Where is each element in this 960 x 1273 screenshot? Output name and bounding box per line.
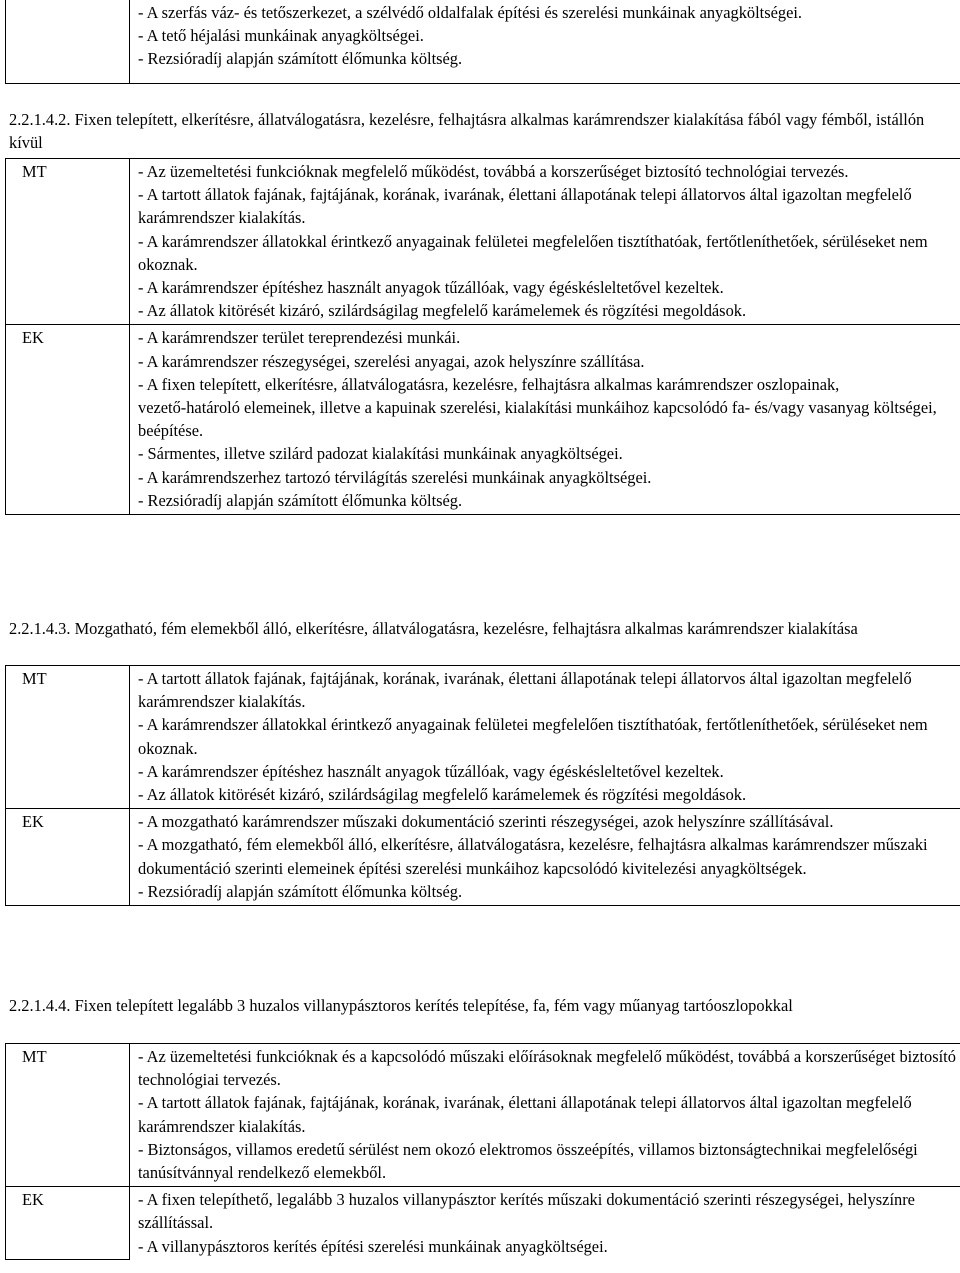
mt-label: MT <box>6 159 130 325</box>
code-cell <box>6 0 130 84</box>
list-item: - A tartott állatok fajának, fajtájának, korának, ivarának, élettani állapotának telepi állatorvos által igazoltan megfelelő karámrendszer kialakítás. <box>138 669 912 712</box>
list-item: - Az állatok kitörését kizáró, szilárdságilag megfelelő karámelemek és rögzítési megoldások. <box>138 301 747 321</box>
ek-label: EK <box>6 809 130 906</box>
mt-label: MT <box>6 666 130 809</box>
requirements-table-2-2-1-4-2 <box>5 158 960 515</box>
ek-items <box>130 325 960 515</box>
list-item: - Az üzemeltetési funkcióknak és a kapcsolódó műszaki előírásoknak megfelelő működést, továbbá a korszerűséget biztosító technológiai tervezés. <box>138 1047 956 1090</box>
list-item: - A karámrendszer állatokkal érintkező anyagainak felületei megfelelően tisztíthatóak, fertőtleníthetőek, sérüléseket nem okoznak. <box>138 715 928 758</box>
ek-label: EK <box>6 325 130 515</box>
list-item: - Rezsióradíj alapján számított élőmunka költség. <box>138 49 463 69</box>
list-item: vezető-határoló elemeinek, illetve a kapuinak szerelési, kialakítási munkáihoz kapcsolódó fa- és/vagy vasanyag költségei, beépítése. <box>138 398 937 441</box>
list-item: - A karámrendszer építéshez használt anyagok tűzállóak, vagy égéskésleltetővel kezeltek. <box>138 278 724 298</box>
list-item: - Rezsióradíj alapján számított élőmunka költség. <box>138 490 463 510</box>
list-item: - Biztonságos, villamos eredetű sérülést nem okozó elektromos összeépítés, villamos biztonságtechnikai megfelelőségi tanúsítvánnyal rendelkező elemekből. <box>138 1139 918 1183</box>
mt-items <box>130 159 960 325</box>
mt-label: MT <box>6 1044 130 1187</box>
list-item: - A karámrendszer terület tereprendezési munkái. <box>138 328 461 348</box>
list-item: - A mozgatható karámrendszer műszaki dokumentáció szerinti részegységei, azok helyszínre szállításával. <box>138 812 834 832</box>
list-item: - A karámrendszer építéshez használt anyagok tűzállóak, vagy égéskésleltetővel kezeltek. <box>138 761 724 781</box>
requirements-table-2-2-1-4-3 <box>5 665 960 906</box>
items-cell <box>130 0 960 84</box>
mt-items <box>130 1044 960 1187</box>
list-item: - Rezsióradíj alapján számított élőmunka költség. <box>138 881 463 901</box>
list-item: - A karámrendszer állatokkal érintkező anyagainak felületei megfelelően tisztíthatóak, fertőtleníthetőek, sérüléseket nem okoznak. <box>138 231 928 274</box>
requirements-table-top <box>5 0 960 84</box>
list-item: - A mozgatható, fém elemekből álló, elkerítésre, állatválogatásra, kezelésre, felhajtásra alkalmas karámrendszer műszaki dokumentáció szerinti elemeinek építési szerelési munkáihoz kapcsolódó kivitelezési anyagköltségek. <box>138 835 928 878</box>
list-item: - A tartott állatok fajának, fajtájának, korának, ivarának, élettani állapotának telepi állatorvos által igazoltan megfelelő karámrendszer kialakítás. <box>138 185 912 228</box>
section-heading-2-2-1-4-2: 2.2.1.4.2. Fixen telepített, elkerítésre, állatválogatásra, kezelésre, felhajtásra alkalmas karámrendszer kialakítása fából vagy fémből, istállón kívül <box>9 110 925 152</box>
table-row-ek <box>6 1187 960 1260</box>
table-row <box>6 0 960 84</box>
ek-items <box>130 1187 960 1260</box>
ek-items <box>130 809 960 906</box>
ek-label: EK <box>6 1187 130 1260</box>
table-row-ek <box>6 325 960 515</box>
list-item: - Az üzemeltetési funkcióknak megfelelő működést, továbbá a korszerűséget biztosító technológiai tervezés. <box>138 162 849 181</box>
list-item: - A fixen telepített, elkerítésre, állatválogatásra, kezelésre, felhajtásra alkalmas karámrendszer oszlopainak, <box>138 374 840 394</box>
list-item: - A fixen telepíthető, legalább 3 huzalos villanypásztor kerítés műszaki dokumentáció szerinti részegységei, helyszínre szállítással. <box>138 1190 915 1233</box>
list-item: - A villanypásztoros kerítés építési szerelési munkáinak anyagköltségei. <box>138 1236 608 1256</box>
table-row-mt <box>6 666 960 809</box>
list-item: - Az állatok kitörését kizáró, szilárdságilag megfelelő karámelemek és rögzítési megoldások. <box>138 785 747 805</box>
table-row-ek <box>6 809 960 906</box>
list-item: - Sármentes, illetve szilárd padozat kialakítási munkáinak anyagköltségei. <box>138 444 623 464</box>
table-row-mt <box>6 159 960 325</box>
list-item: - A tető héjalási munkáinak anyagköltségei. <box>138 26 424 46</box>
section-heading-2-2-1-4-3: 2.2.1.4.3. Mozgatható, fém elemekből álló, elkerítésre, állatválogatásra, kezelésre, felhajtásra alkalmas karámrendszer kialakítása <box>9 619 858 638</box>
section-heading-2-2-1-4-4: 2.2.1.4.4. Fixen telepített legalább 3 huzalos villanypásztoros kerítés telepítése, fa, fém vagy műanyag tartóoszlopokkal <box>9 996 793 1015</box>
requirements-table-2-2-1-4-4 <box>5 1043 960 1260</box>
list-item: - A karámrendszerhez tartozó térvilágítás szerelési munkáinak anyagköltségei. <box>138 467 652 487</box>
mt-items <box>130 666 960 809</box>
list-item: - A szerfás váz- és tetőszerkezet, a szélvédő oldalfalak építési és szerelési munkáinak anyagköltségei. <box>138 3 802 22</box>
list-item: - A karámrendszer részegységei, szerelési anyagai, azok helyszínre szállítása. <box>138 351 645 371</box>
list-item: - A tartott állatok fajának, fajtájának, korának, ivarának, élettani állapotának telepi állatorvos által igazoltan megfelelő karámrendszer kialakítás. <box>138 1093 912 1136</box>
table-row-mt <box>6 1044 960 1187</box>
